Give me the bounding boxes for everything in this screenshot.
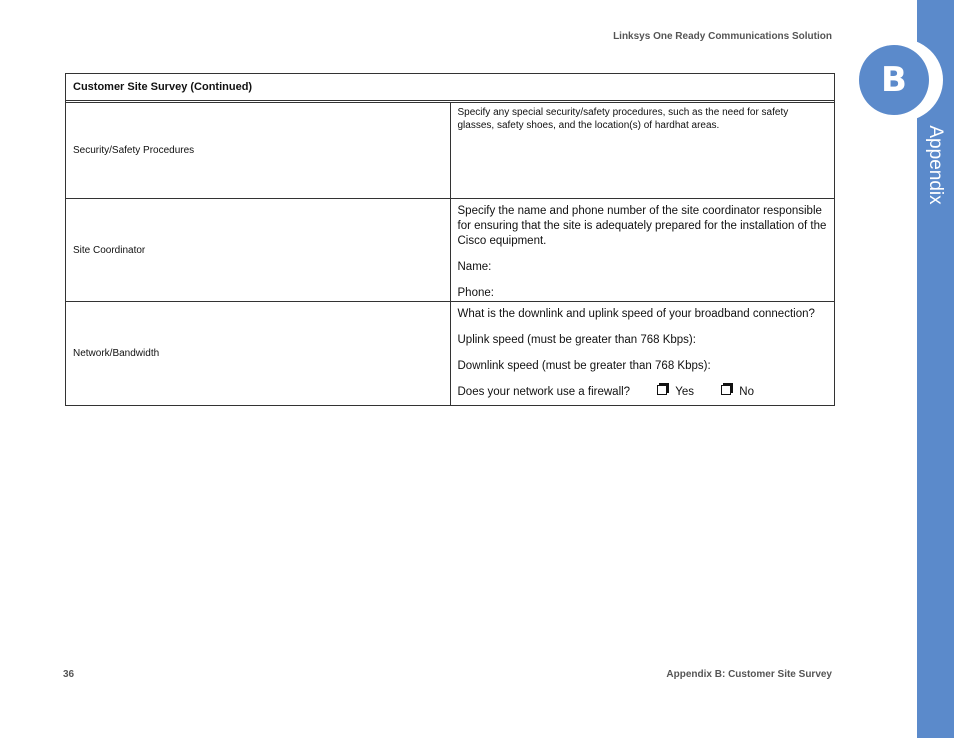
checkbox-icon xyxy=(657,385,667,395)
table-row xyxy=(66,199,835,302)
firewall-question: Does your network use a firewall? xyxy=(457,386,631,398)
firewall-yes-option xyxy=(657,385,694,400)
firewall-yes-label: Yes xyxy=(675,386,695,398)
checkbox-icon xyxy=(721,385,731,395)
running-header: Linksys One Ready Communications Solution xyxy=(613,31,832,42)
row-label-security: Security/Safety Procedures xyxy=(66,103,451,199)
running-footer: Appendix B: Customer Site Survey xyxy=(666,669,832,680)
security-instructions: Specify any special security/safety procedures, such as the need for safety glasses, safety shoes, and the location(s) of hardhat areas. xyxy=(457,107,789,131)
bandwidth-question: What is the downlink and uplink speed of your broadband connection? xyxy=(457,308,815,320)
coordinator-phone-field: Phone: xyxy=(457,287,494,299)
downlink-speed-field: Downlink speed (must be greater than 768 Kbps): xyxy=(457,360,711,372)
coordinator-name-field: Name: xyxy=(457,261,492,273)
row-content-network xyxy=(450,302,835,406)
table-title: Customer Site Survey (Continued) xyxy=(66,74,835,101)
appendix-badge: B xyxy=(859,45,929,115)
firewall-question-line xyxy=(458,385,828,400)
table-row xyxy=(66,103,835,199)
uplink-speed-field: Uplink speed (must be greater than 768 Kbps): xyxy=(457,334,696,346)
coordinator-instructions: Specify the name and phone number of the site coordinator responsible for ensuring that the site is adequately prepared for the installation of the Cisco equipment. xyxy=(457,205,827,247)
page-number: 36 xyxy=(63,669,75,680)
row-label-network: Network/Bandwidth xyxy=(66,302,451,406)
table-row xyxy=(66,302,835,406)
side-tab-label: Appendix xyxy=(925,125,946,205)
firewall-no-option xyxy=(721,385,754,400)
row-label-coordinator: Site Coordinator xyxy=(66,199,451,302)
row-content-coordinator xyxy=(450,199,835,302)
row-content-security xyxy=(450,103,835,199)
firewall-no-label: No xyxy=(739,386,754,398)
table-title-row xyxy=(66,74,835,101)
site-survey-table xyxy=(65,73,835,406)
